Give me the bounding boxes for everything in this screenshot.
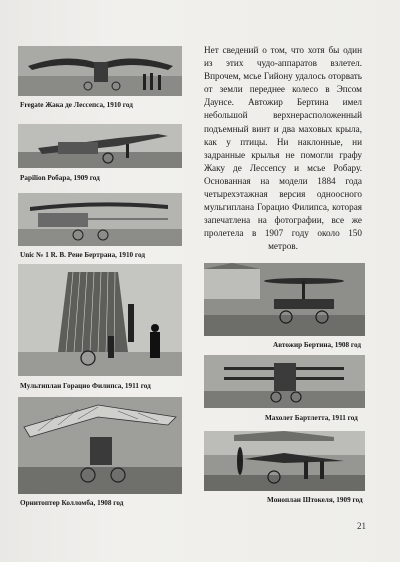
caption-papillon: Papilion Робара, 1909 год [20, 174, 100, 182]
photo-fregate [18, 46, 182, 96]
caption-maholet: Махолет Бартлетта, 1911 год [265, 414, 358, 422]
photo-autogyro [204, 263, 365, 336]
photo-multiplan [18, 264, 182, 376]
photo-unic [18, 193, 182, 246]
page-number: 21 [357, 521, 366, 531]
caption-fregate: Fregate Жака де Лессепса, 1910 год [20, 101, 133, 109]
photo-papillon [18, 124, 182, 168]
body-text: Нет сведений о том, что хотя бы один из этих чудо-аппаратов взлетел. Впрочем, мсье Гийону удалось оторвать от земли переднее колесо в Эпсом Даунсе. Автожир Бертина имел небольшой верхнерасположенный подъемный винт и два маховых крыла, как у птицы. Ни наклонные, ни задранные крылья не помогли графу Жаку де Лессепсу и мсье Робару. Основанная на модели 1884 года четырехэтажная версия одноосного мульгиплана Горацио Филипса, которая запечатлена на фотографии, все же пролетела в 1907 году около 150 метров. [204, 45, 362, 252]
photo-ornithopter [18, 397, 182, 494]
caption-autogyro: Автожир Бертина, 1908 год [273, 341, 362, 349]
caption-ornithopter: Орнитоптер Колломба, 1908 год [20, 499, 124, 507]
caption-unic: Unic № 1 R. B. Рене Бертрана, 1910 год [20, 251, 146, 259]
caption-monoplan: Моноплан Штокеля, 1909 год [267, 496, 363, 504]
caption-multiplan: Мультиплан Горацио Филипса, 1911 год [20, 382, 151, 390]
photo-monoplan [204, 431, 365, 491]
photo-maholet [204, 355, 365, 408]
